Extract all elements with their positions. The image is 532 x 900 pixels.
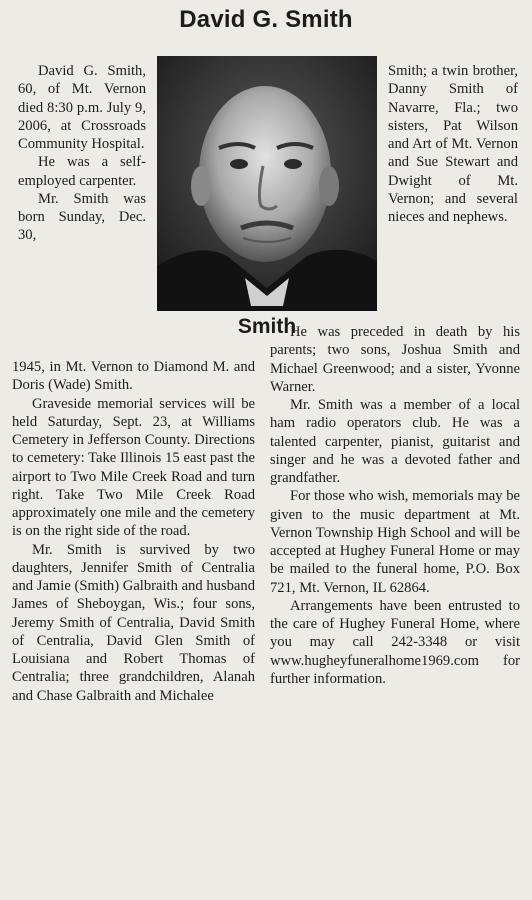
- paragraph-birth-end: 1945, in Mt. Vernon to Diamond M. and Doris (Wade) Smith.: [12, 359, 255, 394]
- paragraph-survivors-end: Smith; a twin brother, Danny Smith of Navarre, Fla.; two sisters, Pat Wilson and Art of Mt. Vernon and Sue Stewart and Dwight of Mt. Vernon; and several nieces and nephews.: [388, 63, 518, 225]
- paragraph-arrangements: Arrangements have been entrusted to the care of Hughey Funeral Home, where you may call 242-3348 or visit www.hugheyfuneralhome1969.com for further information.: [270, 597, 520, 687]
- paragraph-occupation: He was a self-employed carpenter.: [18, 154, 146, 189]
- portrait-photo: [157, 56, 377, 311]
- left-top-column: [18, 62, 146, 245]
- paragraph-birth-start: Mr. Smith was born Sunday, Dec. 30,: [18, 190, 146, 244]
- paragraph-intro: David G. Smith, 60, of Mt. Vernon died 8:30 p.m. July 9, 2006, at Crossroads Community Hospital.: [18, 63, 146, 152]
- right-top-column: [388, 62, 518, 226]
- paragraph-preceded: He was preceded in death by his parents; two sons, Joshua Smith and Michael Greenwood; and a sister, Yvonne Warner.: [270, 324, 520, 395]
- paragraph-services: Graveside memorial services will be held Saturday, Sept. 23, at Williams Cemetery in Jefferson County. Directions to cemetery: Take Illinois 15 east past the airport to Two Mile Creek Road and turn right. Take Two Mile Creek Road approximately one mile and the cemetery is on the right side of the road.: [12, 395, 255, 540]
- paragraph-member: Mr. Smith was a member of a local ham radio operators club. He was a talented carpenter, pianist, guitarist and singer and he was a devoted father and grandfather.: [270, 397, 520, 486]
- right-column: [270, 323, 520, 688]
- headline: David G. Smith: [179, 6, 353, 33]
- portrait-image: [157, 56, 377, 311]
- paragraph-survivors: Mr. Smith is survived by two daughters, Jennifer Smith of Centralia and Jamie (Smith) Galbraith and husband James of Sheboygan, Wis.; four sons, Jeremy Smith of Centralia, David Smith of Centralia, David Glen Smith of Louisiana and Robert Thomas of Centralia; three grandchildren, Alanah and Chase Galbraith and Michalee: [12, 541, 255, 704]
- left-column: [12, 358, 255, 705]
- photo-caption: Smith: [237, 315, 297, 338]
- paragraph-memorials: For those who wish, memorials may be given to the music department at Mt. Vernon Township High School and will be accepted at Hughey Funeral Home or may be mailed to the funeral home, P.O. Box 721, Mt. Vernon, IL 62864.: [270, 488, 520, 596]
